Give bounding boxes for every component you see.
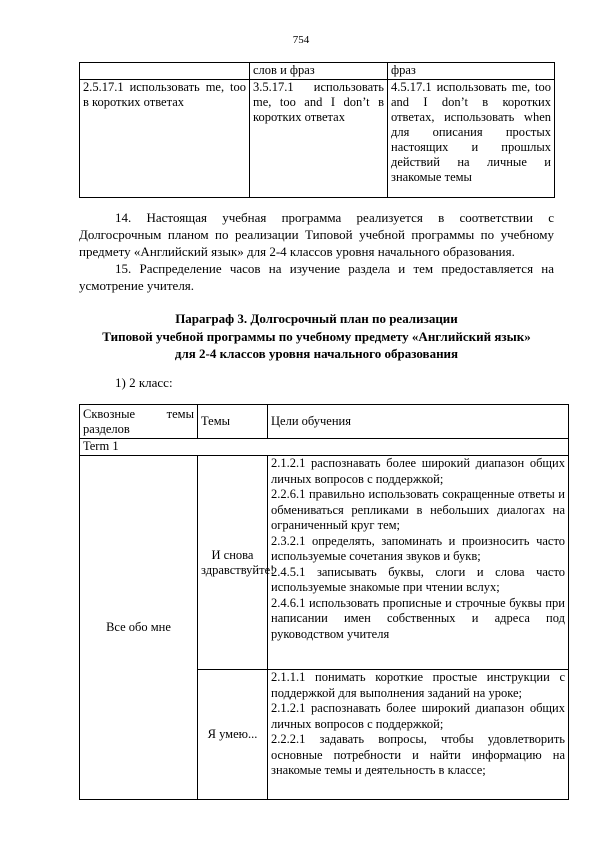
- table-cell: 4.5.17.1 использовать me, too and I don’t в коротких ответах, использовать when для описания простых настоящих и прошлых действий на личные и знакомые темы: [388, 80, 555, 198]
- long-term-plan-table: [79, 404, 569, 800]
- table-row: [80, 456, 569, 670]
- paragraph-15: 15. Распределение часов на изучение раздела и тем предоставляется на усмотрение учителя.: [79, 261, 554, 293]
- grade-subheading: 1) 2 класс:: [115, 375, 173, 390]
- goal-item: 2.1.2.1 распознавать более широкий диапазон общих личных вопросов с поддержкой;: [271, 456, 565, 486]
- paragraph-14: 14. Настоящая учебная программа реализуется в соответствии с Долгосрочным планом по реализации Типовой учебной программы по учебному предмету «Английский язык» для 2-4 классов уровня начального образования.: [79, 210, 554, 259]
- table-header-row: [80, 405, 569, 439]
- heading-line: Типовой учебной программы по учебному предмету «Английский язык»: [102, 328, 531, 344]
- table-cell: [80, 63, 250, 80]
- table-cell: 3.5.17.1 использовать me, too and I don’t в коротких ответах: [250, 80, 388, 198]
- goal-item: 2.1.2.1 распознавать более широкий диапазон общих личных вопросов с поддержкой;: [271, 701, 565, 731]
- heading-line: для 2-4 классов уровня начального образования: [174, 346, 459, 361]
- goals-cell: [268, 670, 569, 800]
- goal-item: 2.4.6.1 использовать прописные и строчные буквы при написании имен собственных и адреса под руководством учителя: [271, 595, 565, 641]
- table-cell: 2.5.17.1 использовать me, too в коротких ответах: [80, 80, 250, 198]
- table-cell: слов и фраз: [250, 63, 388, 80]
- term-label: Term 1: [80, 439, 569, 456]
- topic-cell: И снова здравствуйте!: [198, 456, 268, 670]
- header-cell: Сквозные темы разделов: [80, 405, 198, 439]
- section-heading: [79, 310, 554, 363]
- topic-cell: Я умею...: [198, 670, 268, 800]
- objectives-table-continued: [79, 62, 555, 198]
- table-cell: фраз: [388, 63, 555, 80]
- table-row: [80, 80, 555, 198]
- page-number: 754: [292, 34, 310, 46]
- heading-line: Параграф 3. Долгосрочный план по реализации: [175, 311, 458, 326]
- section-cell: Все обо мне: [80, 456, 198, 800]
- goals-cell: [268, 456, 569, 670]
- goal-item: 2.4.5.1 записывать буквы, слоги и слова часто используемые знакомые при чтении вслух;: [271, 564, 565, 594]
- header-cell: Темы: [198, 405, 268, 439]
- goal-item: 2.1.1.1 понимать короткие простые инструкции с поддержкой для выполнения заданий на уроке;: [271, 670, 565, 700]
- goal-item: 2.3.2.1 определять, запоминать и произносить часто используемые сочетания звуков и букв;: [271, 533, 565, 563]
- goal-item: 2.2.6.1 правильно использовать сокращенные ответы и обмениваться репликами в небольших диалогах на ограниченный круг тем;: [271, 487, 565, 532]
- goal-item: 2.2.2.1 задавать вопросы, чтобы удовлетворить основные потребности и найти информацию на знакомые темы и деятельность в классе;: [271, 732, 565, 777]
- header-cell: Цели обучения: [268, 405, 569, 439]
- term-row: [80, 439, 569, 456]
- table-row: [80, 63, 555, 80]
